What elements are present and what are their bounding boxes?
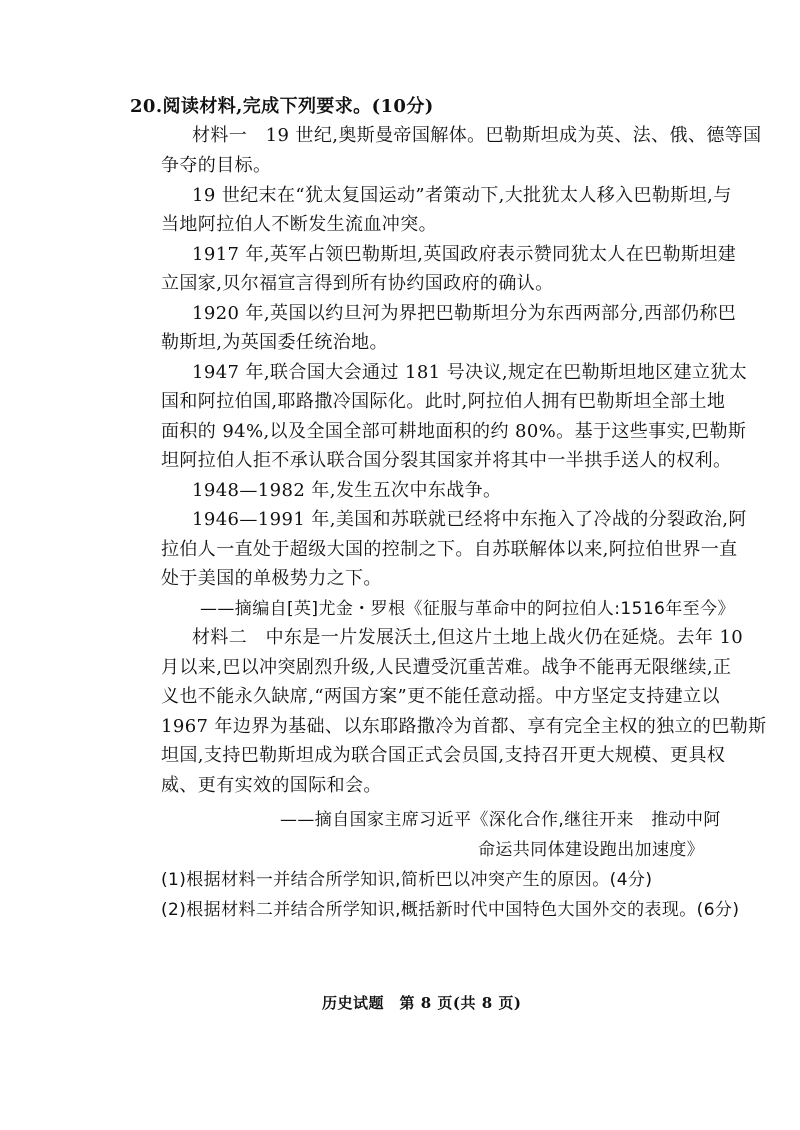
material2-line: 义也不能永久缺席,“两国方案”更不能任意动摇。中方坚定支持建立以 — [161, 686, 720, 707]
material1-line: 1920 年,英国以约旦河为界把巴勒斯坦分为东西两部分,西部仍称巴 — [192, 303, 737, 324]
material2-line: 威、更有实效的国际和会。 — [161, 775, 382, 796]
material2-source: ——摘自国家主席习近平《深化合作,继往开来 推动中阿 — [280, 810, 721, 830]
question-header: 20.阅读材料,完成下列要求。(10分) — [130, 96, 434, 117]
material2-line: 月以来,巴以冲突剧烈升级,人民遭受沉重苦难。战争不能再无限继续,正 — [161, 657, 732, 678]
material1-line: 立国家,贝尔福宣言得到所有协约国政府的确认。 — [161, 273, 554, 294]
material1-line: 面积的 94%,以及全国全部可耕地面积的约 80%。基于这些事实,巴勒斯 — [161, 421, 747, 442]
material1-line: 材料一 19 世纪,奥斯曼帝国解体。巴勒斯坦成为英、法、俄、德等国 — [192, 125, 762, 146]
material2-line: 1967 年边界为基础、以东耶路撒冷为首都、享有完全主权的独立的巴勒斯 — [161, 716, 767, 737]
material1-line: 1947 年,联合国大会通过 181 号决议,规定在巴勒斯坦地区建立犹太 — [192, 362, 748, 383]
material1-line: 拉伯人一直处于超级大国的控制之下。自苏联解体以来,阿拉伯世界一直 — [161, 539, 738, 560]
material1-line: 1948—1982 年,发生五次中东战争。 — [192, 480, 502, 501]
material1-line: 1917 年,英军占领巴勒斯坦,英国政府表示赞同犹太人在巴勒斯坦建 — [192, 244, 737, 265]
sub-question-1: (1)根据材料一并结合所学知识,简析巴以冲突产生的原因。(4分) — [161, 870, 653, 890]
material2-source: 命运共同体建设跑出加速度》 — [478, 840, 705, 860]
material2-line: 坦国,支持巴勒斯坦成为联合国正式会员国,支持召开更大规模、更具权 — [161, 745, 726, 766]
material1-line: 勒斯坦,为英国委任统治地。 — [161, 332, 388, 353]
sub-question-2: (2)根据材料二并结合所学知识,概括新时代中国特色大国外交的表现。(6分) — [161, 900, 740, 920]
material1-line: 1946—1991 年,美国和苏联就已经将中东拖入了冷战的分裂政治,阿 — [192, 509, 747, 530]
material1-line: 国和阿拉伯国,耶路撒冷国际化。此时,阿拉伯人拥有巴勒斯坦全部土地 — [161, 391, 726, 412]
material1-line: 处于美国的单极势力之下。 — [161, 568, 382, 589]
material2-line: 材料二 中东是一片发展沃土,但这片土地上战火仍在延烧。去年 10 — [192, 627, 744, 648]
material1-source: ——摘编自[英]尤金・罗根《征服与革命中的阿拉伯人:1516年至今》 — [200, 599, 735, 619]
page-footer: 历史试题 第 8 页(共 8 页) — [322, 994, 522, 1012]
material1-line: 坦阿拉伯人拒不承认联合国分裂其国家并将其中一半拱手送人的权利。 — [161, 450, 732, 471]
material1-line: 19 世纪末在“犹太复国运动”者策动下,大批犹太人移入巴勒斯坦,与 — [192, 185, 732, 206]
material1-line: 争夺的目标。 — [161, 155, 272, 176]
material1-line: 当地阿拉伯人不断发生流血冲突。 — [161, 214, 437, 235]
